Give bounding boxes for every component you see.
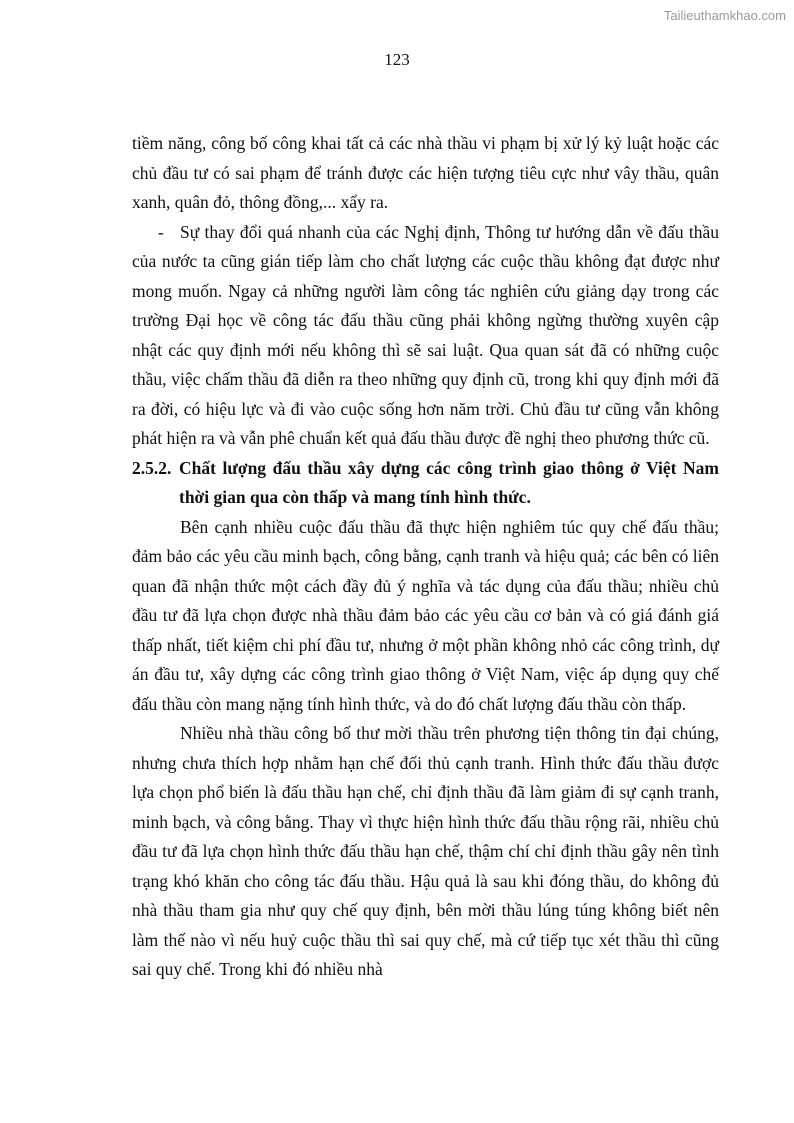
section-number: 2.5.2. [132, 457, 172, 478]
bullet-paragraph [132, 218, 719, 454]
bullet-text: Sự thay đổi quá nhanh của các Nghị định, Thông tư hướng dẫn về đấu thầu của nước ta cũng gián tiếp làm cho chất lượng các cuộc thầu không đạt được như mong muốn. Ngay cả những người làm công tác nghiên cứu giảng dạy trong các trường Đại học về công tác đấu thầu cũng phải không ngừng thường xuyên cập nhật các quy định mới nếu không thì sẽ sai luật. Qua quan sát đã có những cuộc thầu, việc chấm thầu đã diễn ra theo những quy định cũ, trong khi quy định mới đã ra đời, có hiệu lực và đi vào cuộc sống hơn năm trời. Chủ đầu tư cũng vẫn không phát hiện ra và vẫn phê chuẩn kết quả đấu thầu được đề nghị theo phương thức cũ. [132, 221, 719, 448]
paragraph-continuation: tiềm năng, công bố công khai tất cả các nhà thầu vi phạm bị xử lý kỷ luật hoặc các chủ đầu tư có sai phạm để tránh được các hiện tượng tiêu cực như vây thầu, quân xanh, quân đỏ, thông đồng,... xẩy ra. [132, 133, 719, 212]
section-heading [132, 454, 719, 513]
paragraph-body-2: Nhiều nhà thầu công bố thư mời thầu trên phương tiện thông tin đại chúng, nhưng chưa thích hợp nhằm hạn chế đối thủ cạnh tranh. Hình thức đấu thầu được lựa chọn phổ biến là đấu thầu hạn chế, chỉ định thầu đã làm giảm đi sự cạnh tranh, minh bạch, và công bằng. Thay vì thực hiện hình thức đấu thầu rộng rãi, nhiều chủ đầu tư đã lựa chọn hình thức đấu thầu hạn chế, thậm chí chỉ định thầu gây nên tình trạng khó khăn cho công tác đấu thầu. Hậu quả là sau khi đóng thầu, do không đủ nhà thầu tham gia như quy chế quy định, bên mời thầu lúng túng không biết nên làm thế nào vì nếu huỷ cuộc thầu thì sai quy chế, mà cứ tiếp tục xét thầu thì cũng sai quy chế. Trong khi đó nhiều nhà [132, 723, 719, 979]
section-title: Chất lượng đấu thầu xây dựng các công trình giao thông ở Việt Nam thời gian qua còn thấp và mang tính hình thức. [179, 457, 719, 507]
paragraph-body-1: Bên cạnh nhiều cuộc đấu thầu đã thực hiện nghiêm túc quy chế đấu thầu; đảm bảo các yêu cầu minh bạch, công bằng, cạnh tranh và hiệu quả; các bên có liên quan đã nhận thức một cách đầy đủ ý nghĩa và tác dụng của đấu thầu; nhiều chủ đầu tư đã lựa chọn được nhà thầu đảm bảo các yêu cầu cơ bản và có giá đánh giá thấp nhất, tiết kiệm chi phí đầu tư, nhưng ở một phần không nhỏ các công trình, dự án đầu tư, xây dựng các công trình giao thông ở Việt Nam, việc áp dụng quy chế đấu thầu còn mang nặng tính hình thức, và do đó chất lượng đấu thầu còn thấp. [132, 516, 719, 714]
page-number: 123 [384, 50, 410, 69]
bullet-dash: - [158, 221, 164, 242]
watermark-text: Tailieuthamkhao.com [663, 8, 786, 23]
document-body [132, 129, 719, 985]
